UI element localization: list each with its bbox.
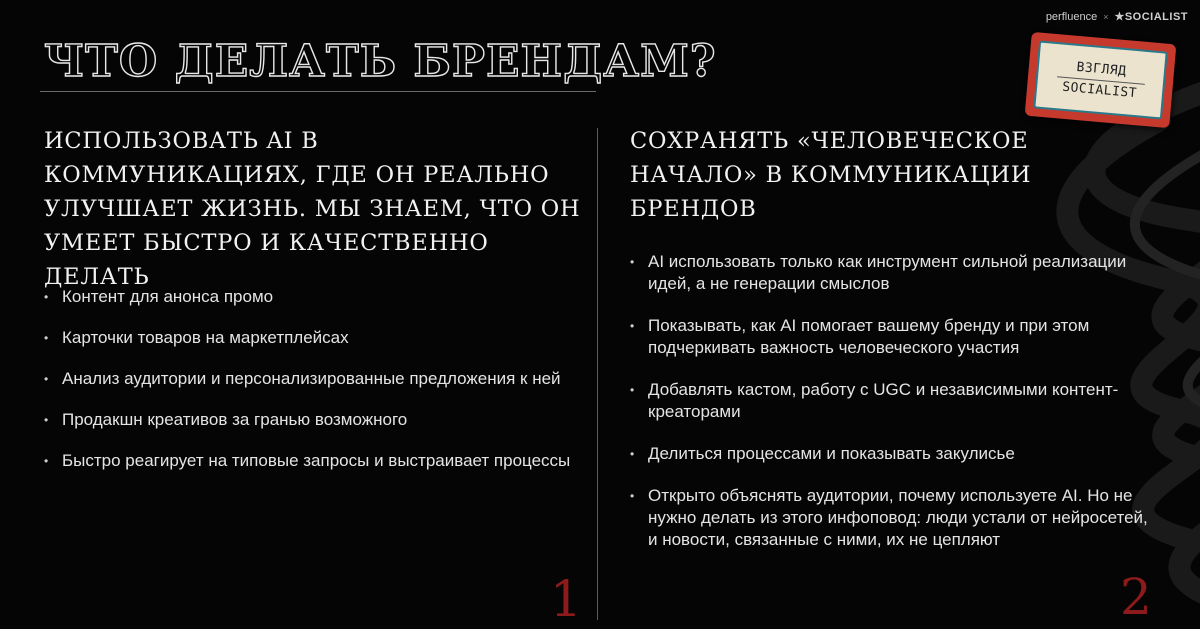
socialist-logo: ★SOCIALIST xyxy=(1114,11,1188,23)
sticker-card xyxy=(1033,41,1167,120)
page-title: ЧТО ДЕЛАТЬ БРЕНДАМ? xyxy=(44,36,717,87)
cross-separator-icon: × xyxy=(1103,11,1109,22)
list-item: • Анализ аудитории и персонализированные предложения к ней xyxy=(44,368,584,390)
socialist-logo-text: SOCIALIST xyxy=(1124,11,1188,23)
list-item: • Контент для анонса промо xyxy=(44,286,584,308)
column-2-list xyxy=(630,251,1150,571)
list-item: • Продакшн креативов за гранью возможного xyxy=(44,409,584,431)
column-1-number: 1 xyxy=(550,570,582,628)
list-item: • AI использовать только как инструмент сильной реализации идей, а не генерации смыслов xyxy=(630,251,1150,295)
column-divider xyxy=(597,128,598,620)
column-1-list xyxy=(44,286,584,491)
sticker-line-1: ВЗГЛЯД xyxy=(1075,59,1128,79)
list-item: • Быстро реагирует на типовые запросы и выстраивает процессы xyxy=(44,450,584,472)
list-item: • Добавлять кастом, работу с UGC и независимыми контент-креаторами xyxy=(630,379,1150,423)
list-item: • Карточки товаров на маркетплейсах xyxy=(44,327,584,349)
list-item: • Открыто объяснять аудитории, почему используете AI. Но не нужно делать из этого инфоповод: люди устали от нейросетей, и новости, связанные с ними, их не цепляют xyxy=(630,485,1150,551)
perfluence-logo: perfluence xyxy=(1045,10,1098,23)
column-1-heading: ИСПОЛЬЗОВАТЬ AI В КОММУНИКАЦИЯХ, ГДЕ ОН РЕАЛЬНО УЛУЧШАЕТ ЖИЗНЬ. МЫ ЗНАЕМ, ЧТО ОН УМЕЕТ БЫСТРО И КАЧЕСТВЕННО ДЕЛАТЬ xyxy=(44,128,581,290)
column-2-heading: СОХРАНЯТЬ «ЧЕЛОВЕЧЕСКОЕ НАЧАЛО» В КОММУНИКАЦИИ БРЕНДОВ xyxy=(630,128,1032,222)
brand-logos xyxy=(1046,10,1188,23)
list-item: • Делиться процессами и показывать закулисье xyxy=(630,443,1150,465)
socialist-view-sticker xyxy=(1025,32,1177,128)
list-item: • Показывать, как AI помогает вашему бренду и при этом подчеркивать важность человеческого участия xyxy=(630,315,1150,359)
title-underline xyxy=(40,91,596,92)
column-2-number: 2 xyxy=(1120,568,1152,626)
sticker-line-2: SOCIALIST xyxy=(1061,79,1138,101)
